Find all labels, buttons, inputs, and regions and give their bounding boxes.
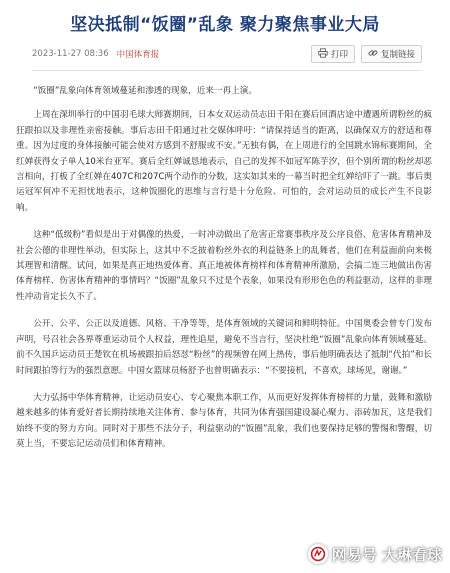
print-button[interactable] [311,45,355,63]
paragraph: 这种“低级粉”看似是出于对偶像的热爱，一时冲动做出了危害正常赛事秩序及公序良俗、危害体育精神及社会公德的非理性举动，但实际上，这其中不乏披着粉丝外衣的利益链条上的乱舞者，他们在利益面前向来极其理智和清醒。试问，如果是真正地热爱体育、真正地被体育榜样和体育精神所激励，会搞二连三地做出伤害体育榜样、伤害体育精神的事情吗？“饭圈”乱象只不过是个表象，如果没有形形色色的利益驱动，这样的非理性冲动肯定长久不了。 [16,230,432,302]
paragraph: “饭圈”乱象向体育领域蔓延和渗透的现象，近来一再上演。 [33,86,257,96]
watermark [308,541,442,567]
article-meta [32,44,422,64]
header-divider [32,70,422,71]
copy-link-label: 复制链接 [380,50,415,60]
publish-time: 2023-11-27 08:36 [32,49,109,59]
article-source[interactable]: 中国体育报 [116,50,160,60]
article-title: 坚决抵制“饭圈”乱象 聚力聚焦事业大局 [70,15,380,35]
netease-logo-icon [308,544,328,564]
link-icon [368,48,378,61]
watermark-text: 网易号 大琳看球 [331,545,442,564]
printer-icon [318,48,328,61]
print-label: 打印 [330,50,348,60]
paragraph: 上周在深圳举行的中国羽毛球大师赛期间，日本女双运动员志田千阳在赛后回酒店途中遭遇所谓粉丝的疯狂跟拍以及非理性亲密接触。事后志田千阳通过社交媒体呼吁：“请保持适当的距离，以确保双方的舒适和尊重。因为过度的身体接触可能会使对方感到不舒服或不安。”无独有偶，在上周进行的全国跳水锦标赛期间，全红婵获得女子单人10米台亚军。赛后全红婵诚恳地表示，自己的发挥不如冠军陈芋汐，但个别所谓的粉丝却恶言相向，打板了全红婵在407C和207C两个动作的分数，这实如其来的一幕当时把全红婵给吓了一跳。事后奥运冠军何冲不无担忧地表示，这种饭圈化的思维与言行是十分危险、可怕的，会对运动员的成长产生不良影响。 [16,110,432,213]
paragraph: 大力弘扬中华体育精神，让运动员安心、专心聚焦本职工作，从而更好发挥体育榜样的力量，鼓舞和激励越来越多的体育爱好者长期持续地关注体育、参与体育，共同为体育强国建设凝心聚力、添砖加瓦，这是我们始终不变的努力方向。同时对于那些不法分子，利益驱动的“饭圈”乱象，我们也要保持足够的警惕和警醒，切莫上当，不要忘记运动员们和体育精神。 [16,392,432,450]
copy-link-button[interactable] [361,45,422,63]
article-body [16,84,432,465]
article-actions [311,45,422,63]
paragraph: 公开、公平、公正以及道德、风格、干净等等，是体育领域的关键词和鲜明特征。中国奥委会曾专门发布声明，号召社会各界尊重运动员个人权益，理性追星，避免不当言行，坚决杜绝“饭圈”乱象向体育领域蔓延。前不久国乒运动员王楚钦在机场被跟拍后怒怼“粉丝”的视频曾在网上热传，事后他明确表达了抵制“代拍”和长时间跟拍等行为的强烈意愿。中国女篮球员杨舒予也曾明确表示：“不要接机，不喜欢，球场见，谢谢。” [16,319,432,376]
